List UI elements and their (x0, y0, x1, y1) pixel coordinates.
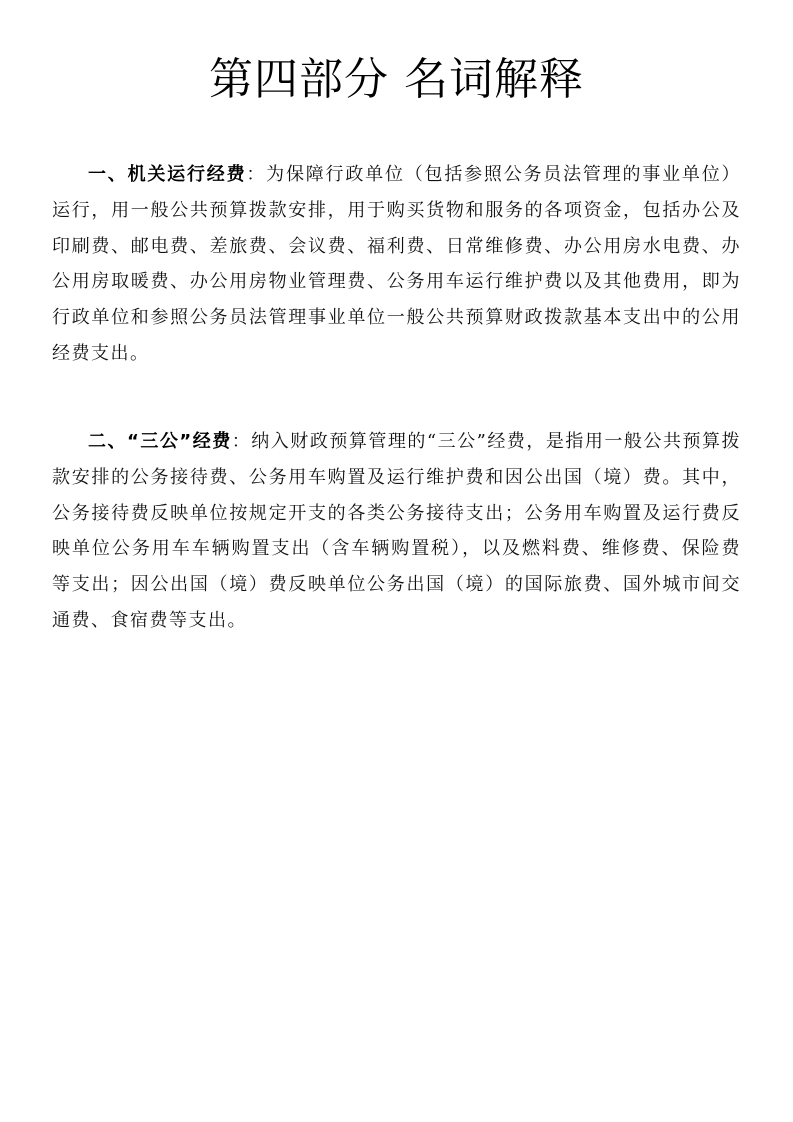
section-text: 为保障行政单位（包括参照公务员法管理的事业单位）运行，用一般公共预算拨款安排，用于购买货物和服务的各项资金，包括办公及印刷费、邮电费、差旅费、会议费、福利费、日常维修费、办公用房水电费、办公用房取暖费、办公用房物业管理费、公务用车运行维护费以及其他费用，即为行政单位和参照公务员法管理事业单位一般公共预算财政拨款基本支出中的公用经费支出。 (52, 164, 741, 364)
section-three-public-expenses (52, 424, 741, 639)
section-text: 纳入财政预算管理的“三公”经费，是指用一般公共预算拨款安排的公务接待费、公务用车购置及运行维护费和因公出国（境）费。其中，公务接待费反映单位按规定开支的各类公务接待支出；公务用车购置及运行费反映单位公务用车车辆购置支出（含车辆购置税），以及燃料费、维修费、保险费等支出；因公出国（境）费反映单位公务出国（境）的国际旅费、国外城市间交通费、食宿费等支出。 (52, 431, 741, 631)
page-title: 第四部分 名词解释 (209, 54, 584, 105)
section-heading: 一、机关运行经费 (88, 164, 247, 185)
section-separator: ： (231, 431, 252, 452)
section-heading: 二、“三公”经费 (88, 431, 232, 452)
section-operating-expenses (52, 157, 741, 372)
section-separator: ： (246, 164, 267, 185)
